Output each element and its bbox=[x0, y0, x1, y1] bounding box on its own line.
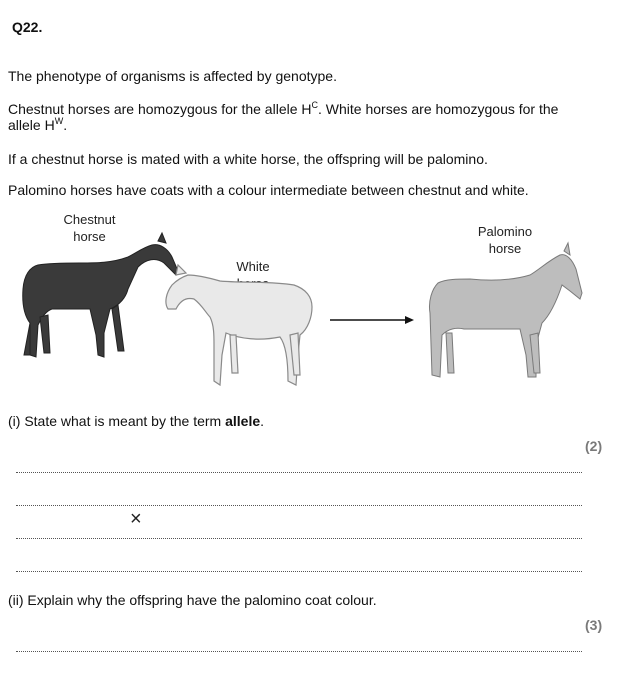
part-i-marks: (2) bbox=[585, 438, 603, 454]
allele-text-a: Chestnut horses are homozygous for the allele H bbox=[8, 101, 312, 117]
palomino-text: Palomino horses have coats with a colour intermediate between chestnut and white. bbox=[8, 182, 529, 198]
part-i-prefix: (i) State what is meant by the term bbox=[8, 413, 226, 429]
white-label-line1: White bbox=[236, 259, 270, 274]
answer-line-3[interactable] bbox=[16, 538, 582, 539]
mating-text: If a chestnut horse is mated with a white horse, the offspring will be palomino. bbox=[8, 151, 488, 167]
allele-sup-c: C bbox=[311, 100, 318, 110]
answer-line-4[interactable] bbox=[16, 571, 582, 572]
answer-line-5[interactable] bbox=[16, 651, 582, 652]
part-i-question bbox=[8, 413, 608, 429]
allele-sup-w: W bbox=[54, 116, 64, 126]
allele-text bbox=[8, 101, 608, 133]
palomino-horse-image bbox=[0, 205, 623, 405]
part-i-suffix: . bbox=[260, 413, 265, 429]
allele-text-b: . White horses are homozygous for the bbox=[318, 101, 559, 117]
allele-text-c: allele H bbox=[8, 117, 55, 133]
cross-symbol: × bbox=[130, 508, 142, 530]
answer-line-1[interactable] bbox=[16, 472, 582, 473]
allele-text-d: . bbox=[63, 117, 68, 133]
part-ii-marks: (3) bbox=[585, 617, 603, 633]
part-ii-question: (ii) Explain why the offspring have the palomino coat colour. bbox=[8, 592, 377, 608]
palomino-label-line1: Palomino bbox=[477, 224, 533, 239]
question-number: Q22. bbox=[12, 19, 43, 35]
intro-text: The phenotype of organisms is affected by genotype. bbox=[8, 68, 337, 84]
chestnut-label-line2: horse bbox=[73, 229, 106, 244]
part-i-term: allele bbox=[225, 413, 261, 429]
answer-line-2[interactable] bbox=[16, 505, 582, 506]
palomino-label-line2: horse bbox=[488, 241, 522, 256]
chestnut-label-line1: Chestnut bbox=[63, 212, 116, 227]
